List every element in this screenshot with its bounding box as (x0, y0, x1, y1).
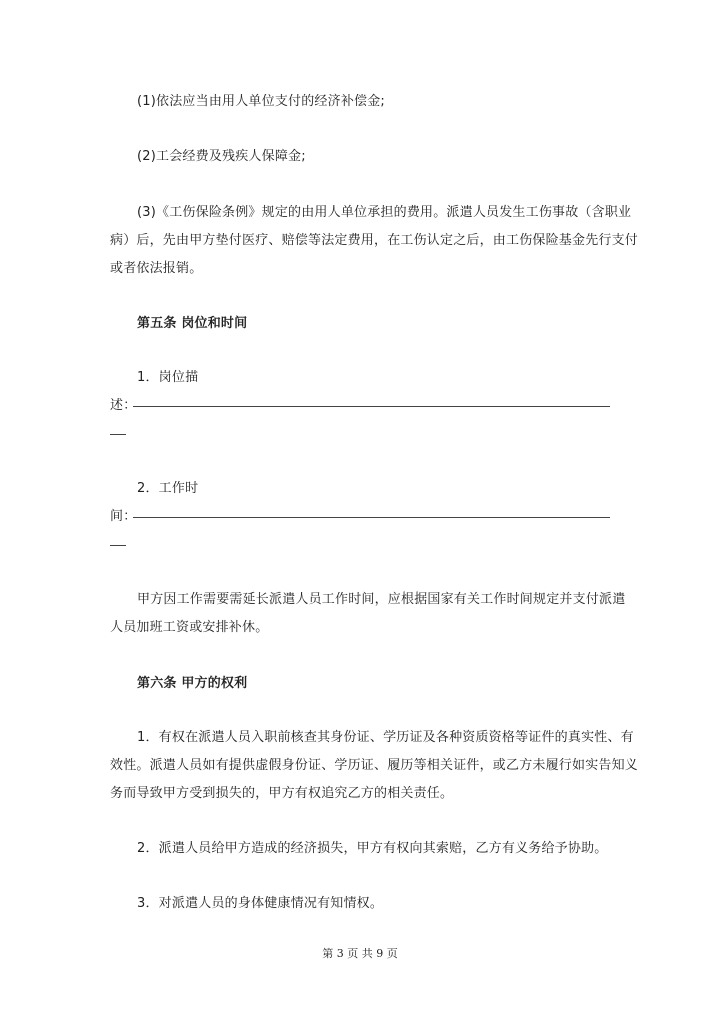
overtime-paragraph-line-1: 甲方因工作需要需延长派遣人员工作时间，应根据国家有关工作时间规定并支付派遣 (137, 592, 626, 607)
work-time-label-cont: 间： (110, 509, 137, 524)
right-1-line-3: 务而导致甲方受到损失的，甲方有权追究乙方的相关责任。 (110, 786, 454, 801)
right-1-line-2: 效性。派遣人员如有提供虚假身份证、学历证、履历等相关证件，或乙方未履行如实告知义 (110, 758, 639, 773)
right-1-line-1: 1．有权在派遣人员入职前核查其身份证、学历证及各种资质资格等证件的真实性、有 (137, 730, 634, 745)
overtime-paragraph-line-2: 人员加班工资或安排补休。 (110, 620, 269, 635)
post-description-blank-line-cont[interactable] (110, 434, 126, 435)
right-3: 3．对派遣人员的身体健康情况有知情权。 (137, 896, 384, 911)
right-2: 2．派遣人员给甲方造成的经济损失，甲方有权向其索赔，乙方有义务给予协助。 (137, 841, 608, 856)
post-description-label-cont: 述： (110, 398, 137, 413)
post-description-label: 1．岗位描 (137, 370, 199, 385)
clause-item-3-line-3: 或者依法报销。 (110, 261, 203, 276)
clause-item-3-line-2: 病）后，先由甲方垫付医疗、赔偿等法定费用，在工伤认定之后，由工伤保险基金先行支付 (110, 233, 639, 248)
clause-item-3-line-1: (3)《工伤保险条例》规定的由用人单位承担的费用。派遣人员发生工伤事故（含职业 (137, 205, 632, 220)
clause-item-1: (1)依法应当由用人单位支付的经济补偿金; (137, 94, 385, 109)
work-time-blank-line-cont[interactable] (110, 545, 126, 546)
work-time-label: 2．工作时 (137, 481, 199, 496)
article-5-heading: 第五条 岗位和时间 (137, 316, 248, 331)
work-time-blank-line[interactable] (133, 517, 610, 518)
post-description-blank-line[interactable] (133, 406, 610, 407)
page-number-footer: 第 3 页 共 9 页 (322, 947, 398, 960)
clause-item-2: (2)工会经费及残疾人保障金; (137, 149, 306, 164)
article-6-heading: 第六条 甲方的权利 (137, 676, 248, 691)
